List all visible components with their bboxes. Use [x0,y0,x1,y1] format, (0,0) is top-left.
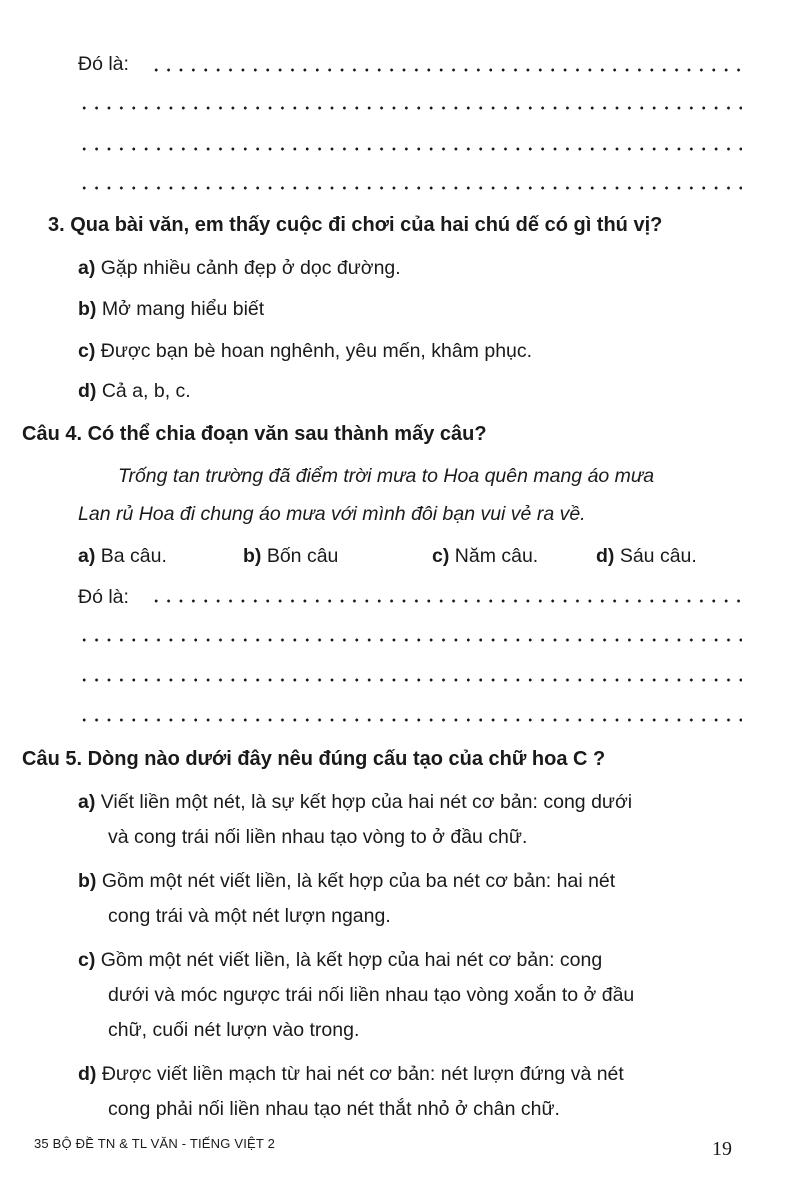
q5-option-c [78,948,602,972]
q3-option-c-text: Được bạn bè hoan nghênh, yêu mến, khâm phục. [100,340,533,362]
answer-label-top: Đó là: [78,53,129,75]
q5-option-a-key: a) [78,791,96,813]
question-5-title: Câu 5. Dòng nào dưới đây nêu đúng cấu tạo của chữ hoa C ? [22,748,606,770]
q4-option-b-text: Bốn câu [266,545,339,567]
q4-answer-label: Đó là: [78,586,129,608]
question-4-title: Câu 4. Có thể chia đoạn văn sau thành mấy câu? [22,423,487,445]
q4-option-a-text: Ba câu. [100,545,167,567]
q5-option-a-line-2: và cong trái nối liền nhau tạo vòng to ở đầu chữ. [108,826,528,848]
q5-option-c-line-3: chữ, cuối nét lượn vào trong. [108,1019,360,1041]
q4-option-a [78,544,167,568]
q4-option-b [243,544,338,568]
q5-option-d-key: d) [78,1063,97,1085]
q5-option-b-line-1: Gồm một nét viết liền, là kết hợp của ba nét cơ bản: hai nét [101,870,616,892]
q5-option-b [78,869,615,893]
q4-option-d [596,544,697,568]
q4-dotline-2 [78,638,742,642]
answer-dotline-1 [150,68,742,72]
q5-option-c-line-1: Gồm một nét viết liền, là kết hợp của hai nét cơ bản: cong [100,949,603,971]
q4-dotline-3 [78,678,742,682]
q4-option-d-text: Sáu câu. [619,545,697,567]
q5-option-d-line-1: Được viết liền mạch từ hai nét cơ bản: nét lượn đứng và nét [101,1063,624,1085]
q3-option-c-key: c) [78,340,96,362]
page-number: 19 [712,1138,732,1160]
q4-option-c-key: c) [432,545,450,567]
q4-passage-line-1: Trống tan trường đã điểm trời mưa to Hoa quên mang áo mưa [118,465,655,487]
q5-option-a-line-1: Viết liền một nét, là sự kết hợp của hai nét cơ bản: cong dưới [100,791,633,813]
book-title-footer: 35 BỘ ĐỀ TN & TL VĂN - TIẾNG VIỆT 2 [34,1136,276,1151]
q3-option-d [78,379,191,403]
q4-option-d-key: d) [596,545,615,567]
q5-option-c-key: c) [78,949,96,971]
q4-option-c [432,544,538,568]
q3-option-d-text: Cả a, b, c. [101,380,191,402]
q4-dotline-1 [150,599,742,603]
q5-option-b-line-2: cong trái và một nét lượn ngang. [108,905,391,927]
q5-option-d-line-2: cong phải nối liền nhau tạo nét thắt nhỏ ở chân chữ. [108,1098,560,1120]
q4-passage-line-2: Lan rủ Hoa đi chung áo mưa với mình đôi bạn vui vẻ ra về. [78,503,586,525]
q4-option-b-key: b) [243,545,262,567]
q5-option-c-line-2: dưới và móc ngược trái nối liền nhau tạo vòng xoắn to ở đầu [108,984,635,1006]
q3-option-b [78,297,264,321]
answer-dotline-3 [78,147,742,151]
q5-option-d [78,1062,624,1086]
q3-option-b-text: Mở mang hiểu biết [101,298,265,320]
q3-option-a-key: a) [78,257,96,279]
q5-option-a [78,790,632,814]
q4-option-a-key: a) [78,545,96,567]
q5-option-b-key: b) [78,870,97,892]
answer-dotline-4 [78,186,742,190]
q3-option-d-key: d) [78,380,97,402]
answer-dotline-2 [78,106,742,110]
q3-option-a-text: Gặp nhiều cảnh đẹp ở dọc đường. [100,257,401,279]
q3-option-b-key: b) [78,298,97,320]
question-3-title: 3. Qua bài văn, em thấy cuộc đi chơi của hai chú dế có gì thú vị? [48,214,663,236]
q4-dotline-4 [78,718,742,722]
q3-option-a [78,256,401,280]
q4-option-c-text: Năm câu. [454,545,539,567]
q3-option-c [78,339,532,363]
